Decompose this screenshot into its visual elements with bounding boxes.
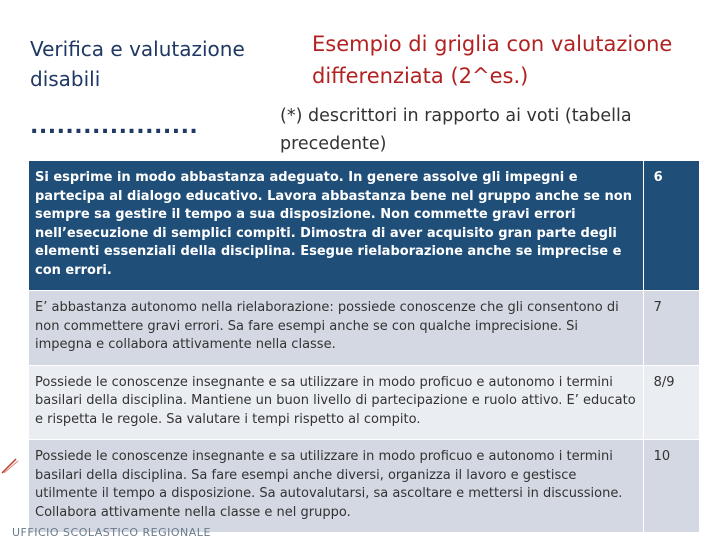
- grid-description: Si esprime in modo abbastanza adeguato. In genere assolve gli impegni e partecipa al dialogo educativo. Lavora abbastanza bene nel gruppo anche se non sempre sa gestire il tempo a sua disposizione. Non commette gravi errori nell’esecuzione di semplici compiti. Dimostra di aver acquisito gran parte degli elementi essenziali della disciplina. Esegue rielaborazione anche se imprecise e con errori.: [29, 161, 644, 291]
- evaluation-grid: [28, 160, 700, 533]
- grid-description: E’ abbastanza autonomo nella rielaborazione: possiede conoscenze che gli consentono di non commettere gravi errori. Sa fare esempi anche se con qualche imprecisione. Si impegna e collabora attivamente nella classe.: [29, 291, 644, 366]
- grid-grade: 8/9: [643, 365, 699, 440]
- logo-mark-icon: [0, 455, 20, 475]
- grid-row-grade-8-9: [29, 365, 700, 440]
- grid-row-grade-7: [29, 291, 700, 366]
- grid-row-grade-6: [29, 161, 700, 291]
- slide-title: Verifica e valutazione disabili: [30, 37, 245, 91]
- grid-grade: 6: [643, 161, 699, 291]
- dotted-separator: ...................: [30, 114, 199, 139]
- footer-text: UFFICIO SCOLASTICO REGIONALE: [12, 526, 211, 539]
- grid-grade: 10: [643, 440, 699, 533]
- grid-title: Esempio di griglia con valutazione differenziata (2^es.): [312, 32, 673, 88]
- grid-description: Possiede le conoscenze insegnante e sa utilizzare in modo proficuo e autonomo i termini basilari della disciplina. Sa fare esempi anche diversi, organizza il lavoro e gestisce utilmente il tempo a disposizione. Sa autovalutarsi, sa ascoltare e mettersi in discussione. Collabora attivamente nella classe e nel gruppo.: [29, 440, 644, 533]
- grid-grade: 7: [643, 291, 699, 366]
- grid-row-grade-10: [29, 440, 700, 533]
- grid-description: Possiede le conoscenze insegnante e sa utilizzare in modo proficuo e autonomo i termini basilari della disciplina. Mantiene un buon livello di partecipazione e ruolo attivo. E’ educato e rispetta le regole. Sa valutare i tempi rispetto al compito.: [29, 365, 644, 440]
- grid-subtitle: (*) descrittori in rapporto ai voti (tabella precedente): [280, 106, 632, 154]
